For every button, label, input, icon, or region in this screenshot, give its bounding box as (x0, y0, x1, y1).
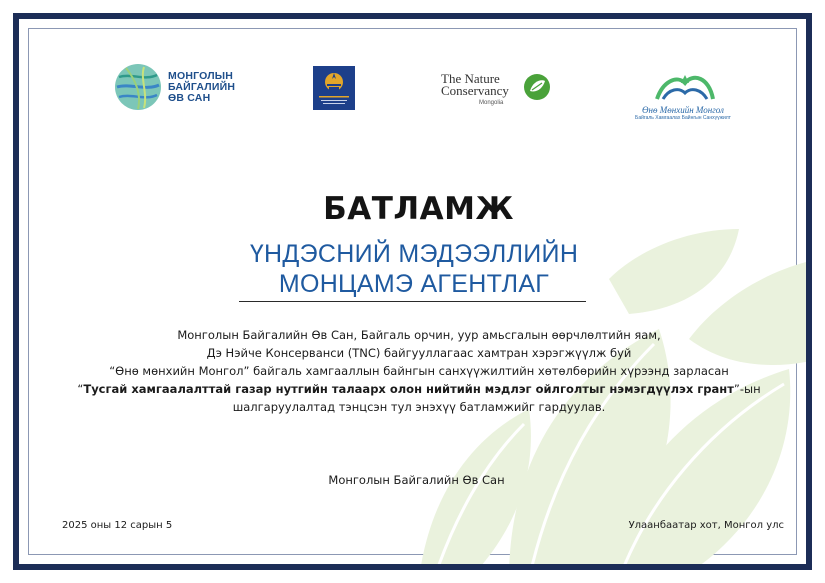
tnc-leaf-icon (523, 73, 551, 101)
grant-name: Тусгай хамгаалалттай газар нутгийн талаарх олон нийтийн мэдлэг ойлголтыг нэмэгдүүлэх грант (83, 382, 734, 396)
body-line-2: Дэ Нэйче Консерванси (TNC) байгууллагаас хамтран хэрэгжүүлж буй (206, 346, 632, 360)
issue-place: Улаанбаатар хот, Монгол улс (628, 520, 784, 531)
mbv-globe-icon (114, 63, 162, 111)
onm-logo-line2: Байгаль Хамгаалах Байнгын Санхүүжилт (635, 115, 731, 121)
body-line-1: Монголын Байгалийн Өв Сан, Байгаль орчин, уур амьсгалын өөрчлөлтийн яам, (177, 328, 661, 342)
recipient-underline (239, 301, 586, 302)
certificate-frame (13, 13, 812, 570)
onm-logo-line1: Өнө Мөнхийн Монгол (642, 105, 724, 115)
tnc-logo-line1: The Nature (441, 71, 500, 86)
onm-mountain-icon (623, 69, 743, 105)
recipient-line-2: МОНЦАМЭ АГЕНТЛАГ (278, 270, 550, 298)
mbv-logo-line1: МОНГОЛЫН (168, 70, 234, 82)
issue-date: 2025 оны 12 сарын 5 (62, 520, 173, 531)
recipient-name (209, 239, 619, 299)
tnc-logo-line2: Conservancy (441, 83, 509, 98)
quote-open: “ (77, 382, 84, 396)
mbv-logo-line2: БАЙГАЛИЙН (168, 81, 236, 93)
body-line-3: “Өнө мөнхийн Монгол” байгаль хамгааллын байнгын санхүүжилтийн хөтөлбөрийн хүрээнд зарласан (109, 364, 729, 378)
body-line-5: шалгаруулалтад тэнцсэн тул энэхүү батламжийг гардуулав. (232, 400, 606, 414)
mbv-logo (114, 63, 274, 113)
tnc-logo-line3: Mongolia (479, 100, 504, 106)
issuer-name: Монголын Байгалийн Өв Сан (328, 473, 505, 487)
soyombo-emblem-icon (313, 66, 355, 110)
certificate-body (49, 326, 789, 416)
mbv-logo-line3: ӨВ САН (168, 92, 211, 104)
quote-close: ”-ын (733, 382, 761, 396)
tnc-logo (441, 73, 561, 119)
body-line-4 (49, 380, 789, 398)
onm-logo (623, 69, 743, 121)
certificate-title: БАТЛАМЖ (323, 191, 514, 227)
ministry-logo (313, 66, 355, 110)
recipient-line-1: ҮНДЭСНИЙ МЭДЭЭЛЛИЙН (249, 240, 579, 268)
